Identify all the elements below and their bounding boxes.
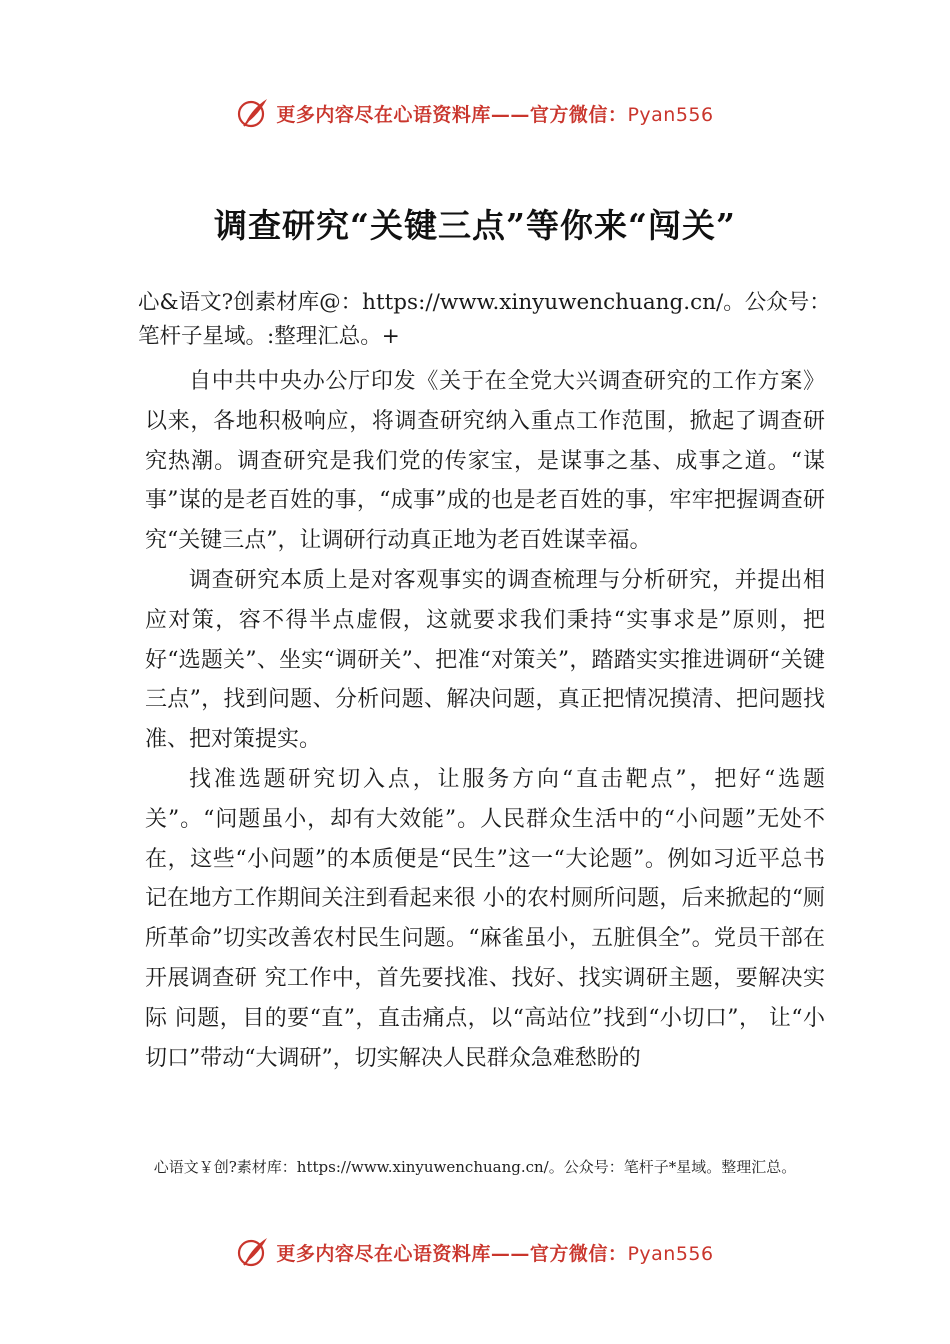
bottom-banner [0, 1232, 950, 1272]
banner-main-text: 更多内容尽在心语资料库 [276, 103, 491, 126]
banner-wechat-label: 官方微信： [529, 1242, 628, 1265]
banner-dash: —— [490, 103, 530, 126]
source-line: 心&语文?创素材库@：https://www.xinyuwenchuang.cn/。公众号：笔杆子星域。:整理汇总。+ [138, 290, 831, 349]
banner-wechat-id: Pyan556 [627, 1242, 714, 1265]
paragraph: 找准选题研究切入点，让服务方向“直击靶点”，把好“选题关”。“问题虽小，却有大效能”。人民群众生活中的“小问题”无处不在，这些“小问题”的本质便是“民生”这一“大论题”。例如习近平总书记在地方工作期间关注到看起来很 小的农村厕所问题，后来掀起的“厕所革命”切实改善农村民生问题。“麻雀虽小，五脏俱全”。党员干部在开展调查研 究工作中，首先要找准、找好、找实调研主题，要解决实际 问题，目的要“直”，直击痛点，以“高站位”找到“小切口”， 让“小切口”带动“大调研”，切实解决人民群众急难愁盼的 [145, 766, 825, 1071]
document-body [145, 362, 825, 1078]
paragraph: 调查研究本质上是对客观事实的调查梳理与分析研究，并提出相应对策，容不得半点虚假，这就要求我们秉持“实事求是”原则，把好“选题关”、坐实“调研关”、把准“对策关”，踏踏实实推进调研“关键三点”，找到问题、分析问题、解决问题，真正把情况摸清、把问题找准、把对策提实。 [145, 567, 825, 753]
document-title: 调查研究“关键三点”等你来“闯关” [214, 206, 736, 245]
banner-dash: —— [490, 1242, 530, 1265]
banner-wechat-id: Pyan556 [627, 103, 714, 126]
banner-wechat-label: 官方微信： [529, 103, 628, 126]
top-banner [0, 93, 950, 133]
quill-logo-icon [236, 96, 270, 130]
banner-main-text: 更多内容尽在心语资料库 [276, 1242, 491, 1265]
footer-source-note: 心语文￥创?素材库：https://www.xinyuwenchuang.cn/。公众号：笔杆子*星域。整理汇总。 [153, 1158, 797, 1176]
paragraph: 自中共中央办公厅印发《关于在全党大兴调查研究的工作方案》以来，各地积极响应，将调查研究纳入重点工作范围，掀起了调查研究热潮。调查研究是我们党的传家宝，是谋事之基、成事之道。“谋事”谋的是老百姓的事，“成事”成的也是老百姓的事，牢牢把握调查研究“关键三点”，让调研行动真正地为老百姓谋幸福。 [145, 369, 825, 554]
quill-logo-icon [236, 1235, 270, 1269]
